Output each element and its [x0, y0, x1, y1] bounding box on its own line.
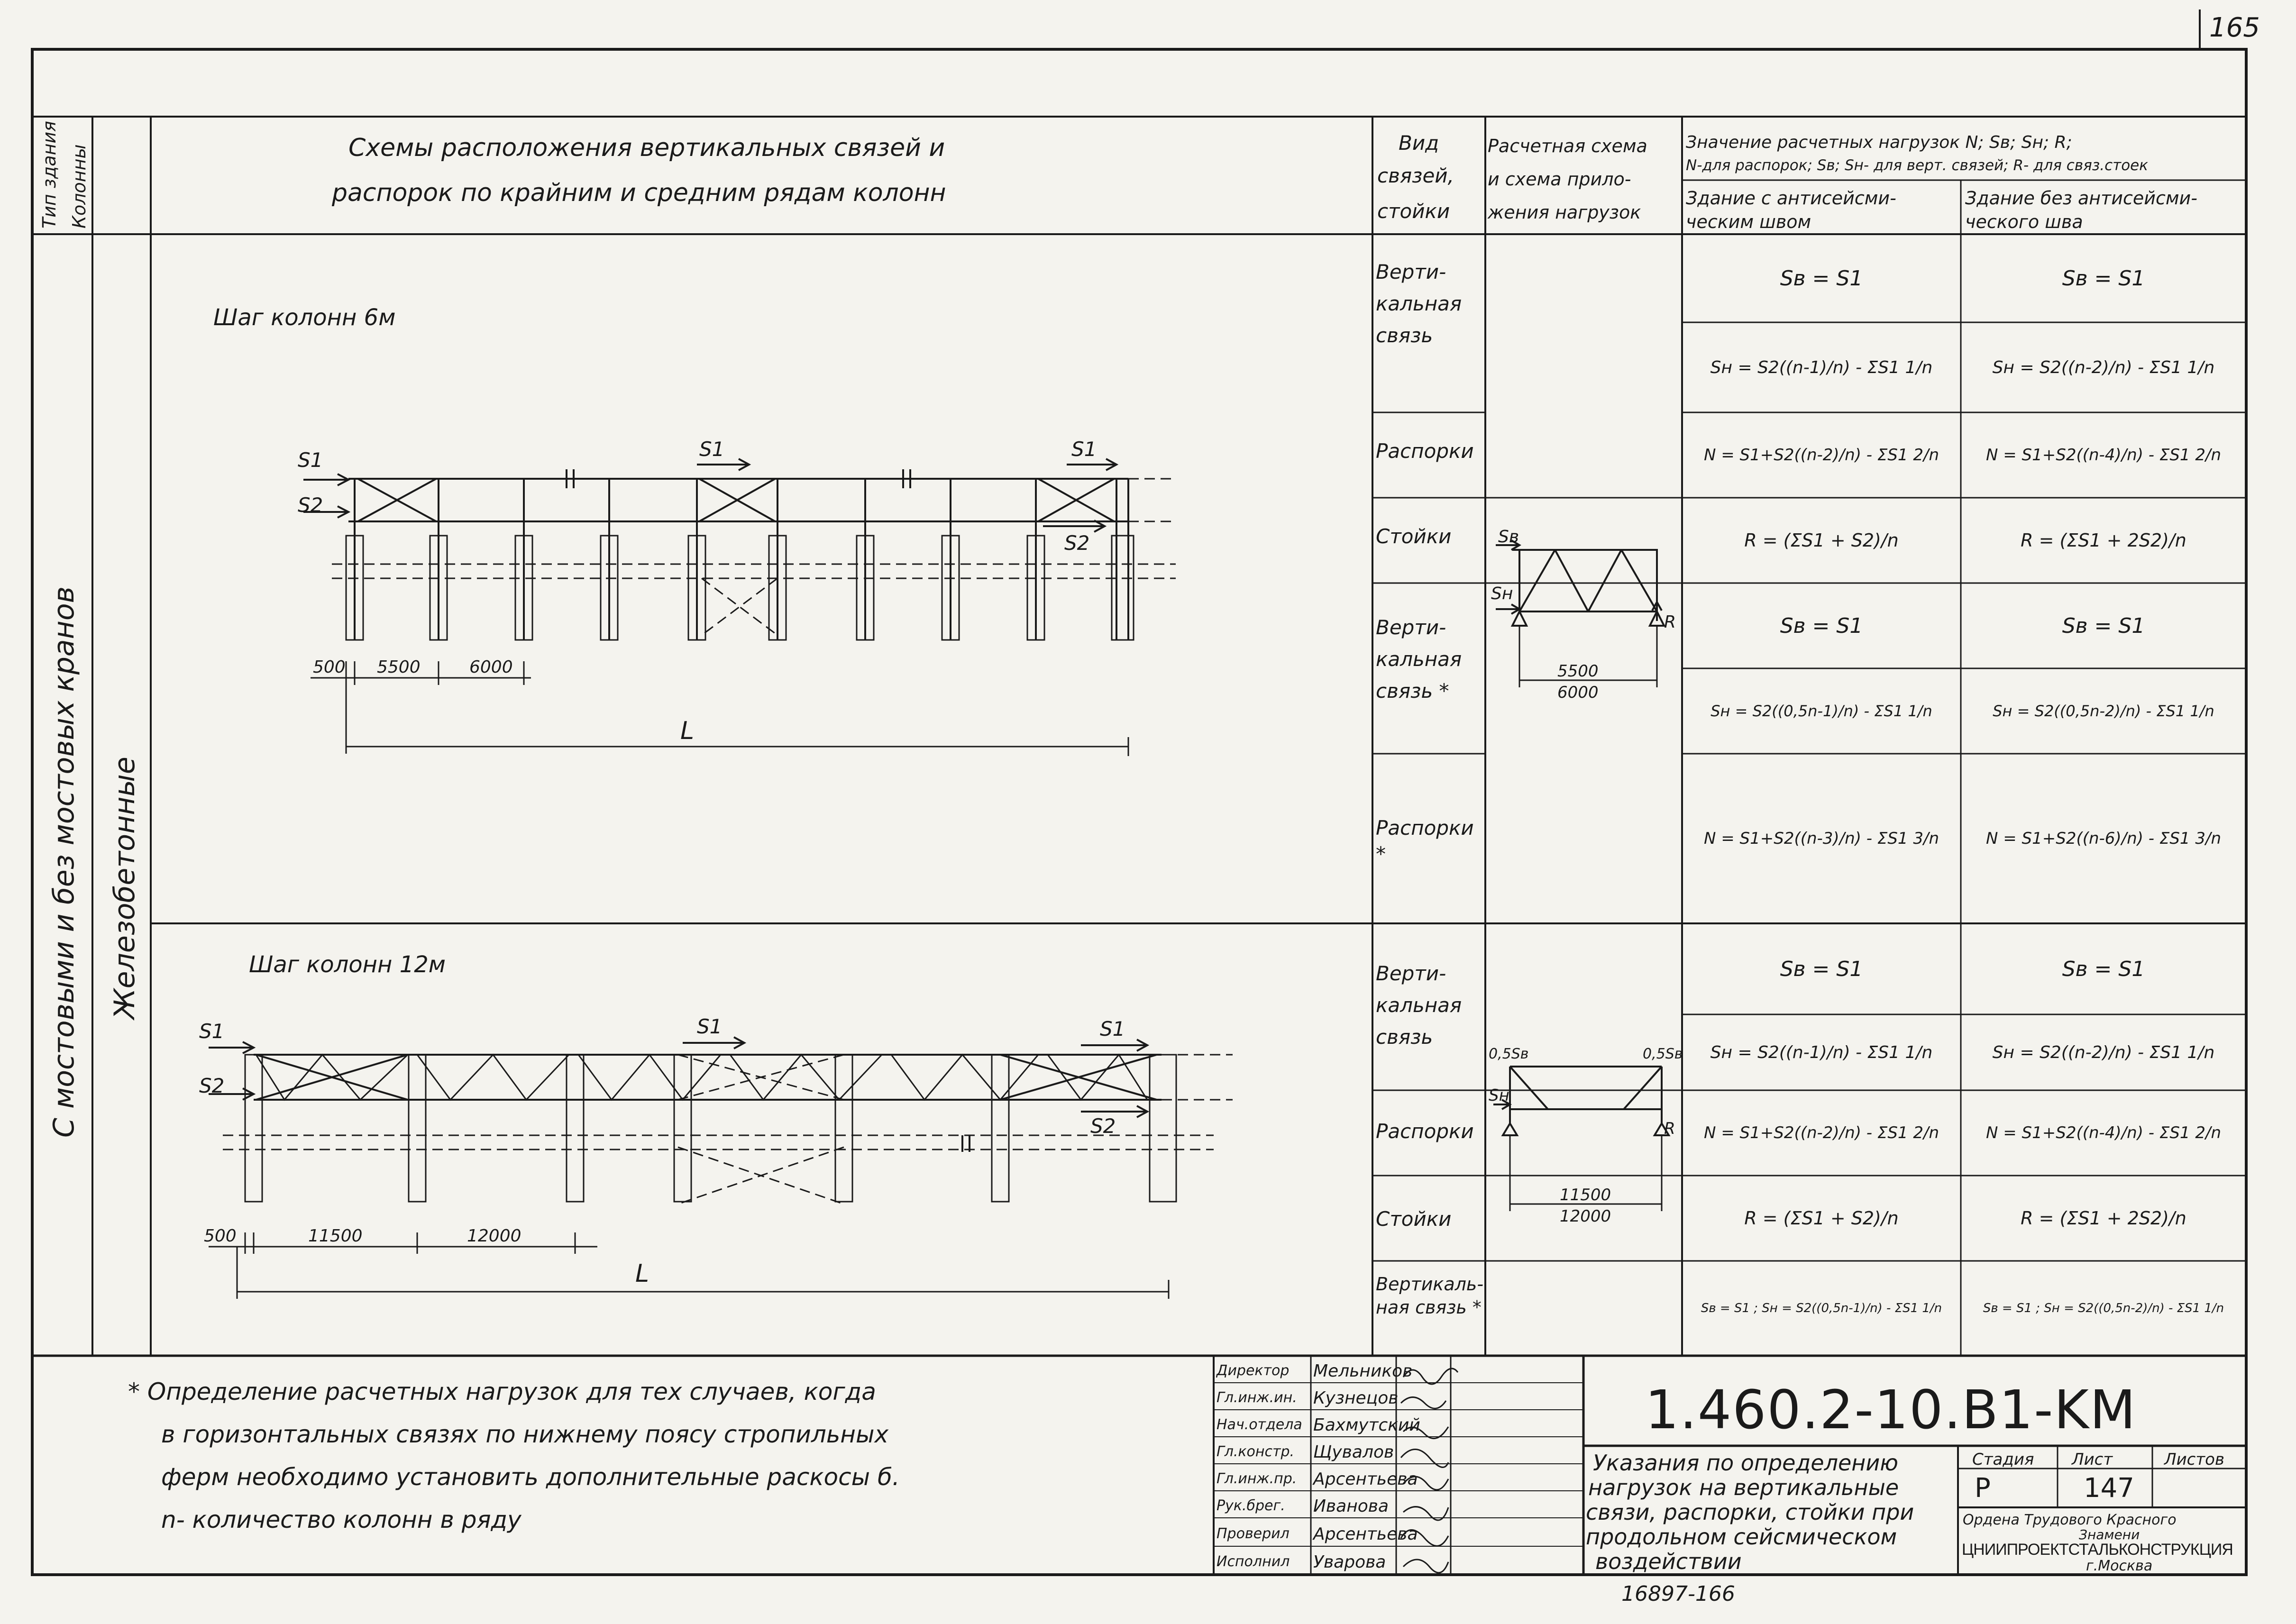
formula-with-seam-r7: Sв = S1	[1780, 957, 1863, 981]
formula-with-seam-r6: N = S1+S2((n-3)/n) - ΣS1 3/n	[1704, 829, 1939, 848]
sig-role-7: Исполнил	[1217, 1553, 1290, 1570]
formula-with-seam-r10: R = (ΣS1 + S2)/n	[1744, 1208, 1899, 1229]
calc-header-line3: жения нагрузок	[1488, 202, 1641, 223]
type-label: Тип здания	[39, 121, 60, 228]
bottom-inventory-number: 16897-166	[1621, 1582, 1735, 1606]
formula-without-seam-r10: R = (ΣS1 + 2S2)/n	[2021, 1208, 2186, 1229]
formula-without-seam-r1: Sн = S2((n-2)/n) - ΣS1 1/n	[1992, 357, 2215, 377]
kind-struts-12m: Распорки	[1376, 1120, 1474, 1143]
dim-12000-12m: 12000	[467, 1226, 521, 1246]
load-s1-mid-6m: S1	[699, 438, 725, 461]
formula-without-seam-r5: Sн = S2((0,5n-2)/n) - ΣS1 1/n	[1993, 702, 2214, 720]
kind-struts-6m: Распорки	[1376, 439, 1474, 463]
scheme-6m-title: Шаг колонн 6м	[213, 304, 396, 331]
calc-header-line2: и схема прило-	[1488, 169, 1631, 190]
org-line4: г.Москва	[2086, 1558, 2153, 1574]
load-s2-6m: S2	[298, 493, 323, 517]
scheme-12m-drawing	[209, 1037, 1233, 1299]
without-seam-header-line2: ческого шва	[1965, 211, 2083, 232]
footnote-line1: * Определение расчетных нагрузок для тех случаев, когда	[128, 1378, 876, 1405]
sig-role-1: Гл.инж.ин.	[1217, 1389, 1297, 1406]
footnote-line4: n- количество колонн в ряду	[161, 1506, 521, 1533]
sig-name-2: Бахмутский	[1313, 1415, 1420, 1435]
load-s1-right-12m: S1	[1100, 1017, 1125, 1040]
calc-r-6m: R	[1664, 612, 1676, 632]
kind-header-line3: стойки	[1377, 200, 1450, 223]
calc-r-12m: R	[1664, 1119, 1675, 1138]
kind-vertical-bracing-6m: Верти-кальная связь	[1376, 260, 1462, 347]
kind-posts-6m: Стойки	[1376, 525, 1452, 548]
sig-role-4: Гл.инж.пр.	[1217, 1470, 1297, 1487]
formula-without-seam-r9: N = S1+S2((n-4)/n) - ΣS1 2/n	[1986, 1123, 2221, 1142]
sig-name-7: Уварова	[1313, 1552, 1386, 1572]
formula-without-seam-r2: N = S1+S2((n-4)/n) - ΣS1 2/n	[1986, 446, 2221, 465]
formula-without-seam-r3: R = (ΣS1 + 2S2)/n	[2021, 530, 2186, 551]
calc-dim1-12m: 11500	[1560, 1186, 1611, 1204]
stage-label: Стадия	[1972, 1450, 2034, 1469]
calc-05sv-right-12m: 0,5Sв	[1643, 1046, 1683, 1062]
values-header-line2: N-для распорок; Sв; Sн- для верт. связей; R- для связ.стоек	[1686, 157, 2148, 174]
org-line2: Знамени	[2079, 1527, 2140, 1542]
sig-name-6: Арсентьева	[1313, 1524, 1418, 1544]
sheet-number: 147	[2084, 1473, 2134, 1504]
formula-without-seam-r6: N = S1+S2((n-6)/n) - ΣS1 3/n	[1986, 829, 2221, 848]
dim-500-6m: 500	[313, 657, 346, 677]
sig-role-6: Проверил	[1217, 1525, 1290, 1542]
formula-with-seam-r2: N = S1+S2((n-2)/n) - ΣS1 2/n	[1704, 446, 1939, 465]
formula-without-seam-r7: Sв = S1	[2062, 957, 2145, 981]
kind-vertical-bracing-12m: Верти-кальная связь	[1376, 962, 1462, 1049]
load-s1-6m: S1	[298, 448, 323, 472]
formula-with-seam-r3: R = (ΣS1 + S2)/n	[1744, 530, 1899, 551]
values-header-line1: Значение расчетных нагрузок N; Sв; Sн; R;	[1686, 133, 2072, 152]
kind-vertical-bracing-star-12m: Вертикаль-ная связь *	[1376, 1274, 1484, 1318]
with-seam-header-line1: Здание с антисейсми-	[1686, 188, 1896, 209]
calc-sh-12m: Sн	[1489, 1086, 1509, 1105]
dim-5500-6m: 5500	[377, 657, 421, 677]
schemes-header-line2: распорок по крайним и средним рядам колонн	[332, 179, 946, 207]
formula-with-seam-r5: Sн = S2((0,5n-1)/n) - ΣS1 1/n	[1711, 702, 1932, 720]
scheme-12m-title: Шаг колонн 12м	[249, 951, 446, 978]
load-s1-12m: S1	[199, 1020, 225, 1043]
load-s1-right-6m: S1	[1071, 438, 1097, 461]
with-seam-header-line2: ческим швом	[1686, 211, 1811, 232]
scheme-6m-drawing	[303, 459, 1176, 756]
sig-name-4: Арсентьева	[1313, 1469, 1418, 1489]
columns-type-label: Железобетонные	[108, 757, 141, 1019]
dim-11500-12m: 11500	[308, 1226, 363, 1246]
calc-header-line1: Расчетная схема	[1488, 136, 1647, 156]
load-s2-right-12m: S2	[1090, 1114, 1116, 1138]
dim-L-6m: L	[680, 717, 694, 745]
formula-without-seam-r11: Sв = S1 ; Sн = S2((0,5n-2)/n) - ΣS1 1/n	[1983, 1301, 2224, 1315]
footnote-line2: в горизонтальных связях по нижнему поясу стропильных	[161, 1421, 889, 1448]
sig-name-3: Щувалов	[1313, 1442, 1394, 1462]
stage-value: Р	[1975, 1473, 1991, 1504]
sheet-label: Лист	[2072, 1450, 2113, 1469]
calc-dim2-6m: 6000	[1557, 683, 1599, 702]
load-s1-mid-12m: S1	[697, 1015, 723, 1038]
sheets-label: Листов	[2164, 1450, 2225, 1469]
sig-role-0: Директор	[1217, 1362, 1290, 1379]
kind-vertical-bracing-star-6m: Верти-кальная связь *	[1376, 616, 1462, 703]
formula-without-seam-r0: Sв = S1	[2062, 266, 2145, 291]
dim-500-12m: 500	[204, 1226, 237, 1246]
sig-name-1: Кузнецов	[1313, 1388, 1399, 1408]
columns-label: Колонны	[69, 144, 90, 228]
calc-sv-6m: Sв	[1498, 527, 1519, 547]
schemes-header-line1: Схемы расположения вертикальных связей и	[348, 134, 945, 162]
formula-without-seam-r8: Sн = S2((n-2)/n) - ΣS1 1/n	[1992, 1042, 2215, 1062]
calc-sh-6m: Sн	[1491, 584, 1513, 603]
dim-L-12m: L	[635, 1259, 649, 1288]
description-line3: связи, распорки, стойки при	[1586, 1499, 1914, 1525]
kind-posts-12m: Стойки	[1376, 1207, 1452, 1231]
dim-6000-6m: 6000	[469, 657, 513, 677]
formula-with-seam-r0: Sв = S1	[1780, 266, 1863, 291]
drawing-code: 1.460.2-10.B1-KM	[1645, 1379, 2137, 1441]
dimensions-6m	[311, 661, 1128, 756]
without-seam-header-line1: Здание без антисейсми-	[1965, 188, 2197, 209]
description-line2: нагрузок на вертикальные	[1588, 1475, 1899, 1500]
formula-with-seam-r11: Sв = S1 ; Sн = S2((0,5n-1)/n) - ΣS1 1/n	[1701, 1301, 1942, 1315]
load-s2-right-6m: S2	[1064, 531, 1090, 555]
description-line1: Указания по определению	[1593, 1450, 1898, 1476]
calc-dim2-12m: 12000	[1560, 1207, 1611, 1226]
sig-name-5: Иванова	[1313, 1496, 1389, 1516]
formula-with-seam-r9: N = S1+S2((n-2)/n) - ΣS1 2/n	[1704, 1123, 1939, 1142]
sig-role-3: Гл.констр.	[1217, 1443, 1295, 1460]
calc-dim1-6m: 5500	[1557, 662, 1599, 681]
description-line5: воздействии	[1595, 1549, 1742, 1574]
sig-name-0: Мельников	[1313, 1361, 1413, 1381]
sig-role-2: Нач.отдела	[1217, 1416, 1302, 1433]
building-type-label: С мостовыми и без мостовых кранов	[47, 586, 81, 1138]
org-line3: ЦНИИПРОЕКТСТАЛЬКОНСТРУКЦИЯ	[1962, 1541, 2233, 1559]
footnote-line3: ферм необходимо установить дополнительные раскосы б.	[161, 1463, 900, 1491]
formula-with-seam-r8: Sн = S2((n-1)/n) - ΣS1 1/n	[1710, 1042, 1933, 1062]
corner-page-mark: 165	[2209, 12, 2260, 43]
formula-without-seam-r4: Sв = S1	[2062, 613, 2145, 638]
bracing-panels-6m	[358, 479, 1114, 521]
org-line1: Ордена Трудового Красного	[1963, 1512, 2177, 1528]
formula-with-seam-r1: Sн = S2((n-1)/n) - ΣS1 1/n	[1710, 357, 1933, 377]
formula-with-seam-r4: Sв = S1	[1780, 613, 1863, 638]
description-line4: продольном сейсмическом	[1586, 1524, 1897, 1550]
kind-header-line1: Вид	[1399, 131, 1439, 155]
calc-05sv-left-12m: 0,5Sв	[1489, 1046, 1529, 1062]
sig-role-5: Рук.брег.	[1217, 1497, 1285, 1514]
load-s2-12m: S2	[199, 1074, 225, 1097]
bracing-panels-12m	[256, 1055, 1157, 1100]
kind-header-line2: связей,	[1377, 164, 1454, 187]
kind-struts-star-6m: Распорки *	[1376, 816, 1474, 866]
